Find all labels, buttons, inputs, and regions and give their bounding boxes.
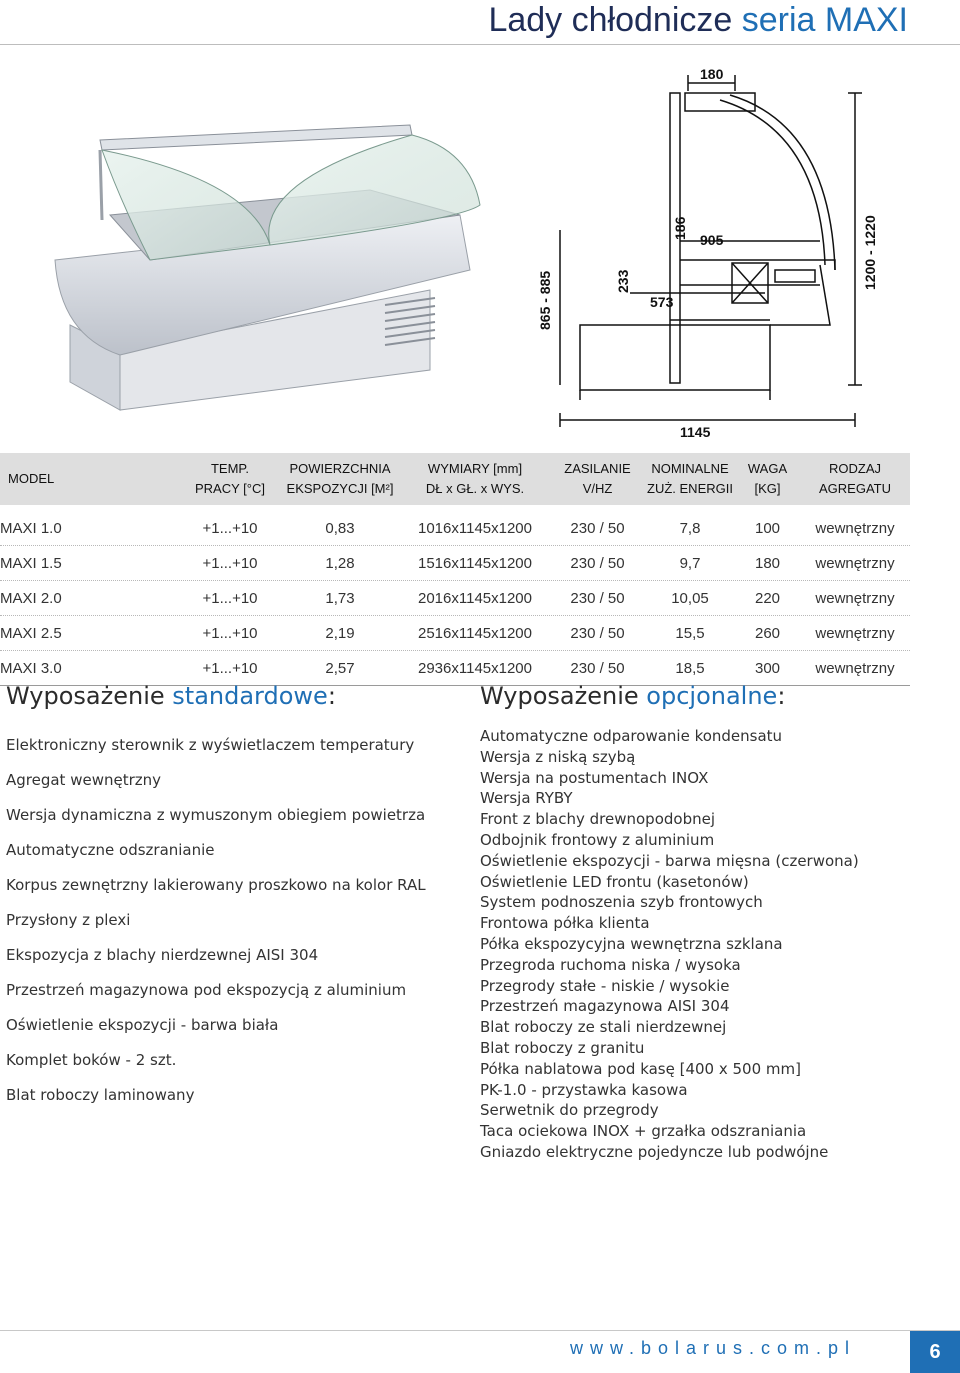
- title-highlight: seria MAXI: [741, 1, 908, 39]
- list-item: Oświetlenie ekspozycji - barwa biała: [6, 1016, 279, 1034]
- list-item: System podnoszenia szyb frontowych: [480, 893, 763, 912]
- spec-table-header: [0, 453, 910, 505]
- header-model: MODEL: [8, 471, 55, 486]
- header-unit-type: RODZAJ AGREGATU: [819, 461, 891, 496]
- standard-list: [6, 728, 466, 1113]
- list-item: Frontowa półka klienta: [480, 914, 650, 933]
- list-item: Ekspozycja z blachy nierdzewnej AISI 304: [6, 946, 319, 964]
- dim-top-label: 180: [700, 66, 724, 82]
- list-item: Agregat wewnętrzny: [6, 771, 162, 789]
- website-link[interactable]: www.bolarus.com.pl: [570, 1338, 857, 1358]
- header-dimensions: WYMIARY [mm] DŁ x GŁ. x WYS.: [425, 461, 525, 496]
- footer-divider: [0, 1330, 960, 1331]
- list-item: Korpus zewnętrzny lakierowany proszkowo na kolor RAL: [6, 876, 426, 894]
- standard-title: Wyposażenie standardowe:: [6, 682, 336, 710]
- list-item: Komplet boków - 2 szt.: [6, 1051, 177, 1069]
- standard-equipment: [6, 676, 466, 1113]
- header-temp: TEMP. PRACY [°C]: [195, 461, 265, 496]
- header-area: POWIERZCHNIA EKSPOZYCJI [M²]: [286, 461, 394, 496]
- dim-depth-label: 1145: [680, 424, 711, 440]
- dim-186-label: 186: [672, 216, 688, 240]
- technical-drawing: [520, 55, 900, 440]
- dim-573-label: 573: [650, 294, 674, 310]
- list-item: Przestrzeń magazynowa AISI 304: [480, 997, 730, 1016]
- list-item: Blat roboczy z granitu: [480, 1038, 645, 1057]
- list-item: Serwetnik do przegrody: [480, 1101, 659, 1120]
- dim-905-label: 905: [700, 232, 724, 248]
- dim-total-height-label: 1200 - 1220: [862, 215, 878, 290]
- list-item: Elektroniczny sterownik z wyświetlaczem temperatury: [6, 736, 415, 754]
- list-item: Blat roboczy laminowany: [6, 1086, 195, 1104]
- list-item: Oświetlenie ekspozycji - barwa mięsna (czerwona): [480, 851, 859, 870]
- list-item: Przegroda ruchoma niska / wysoka: [480, 955, 741, 974]
- list-item: Gniazdo elektryczne pojedyncze lub podwójne: [480, 1142, 829, 1161]
- list-item: Wersja dynamiczna z wymuszonym obiegiem powietrza: [6, 806, 426, 824]
- list-item: Półka nablatowa pod kasę [400 x 500 mm]: [480, 1059, 801, 1078]
- title-main: Lady chłodnicze: [488, 1, 742, 39]
- table-row: MAXI 2.0 +1...+10 1,73 2016x1145x1200 230 / 50 10,05 220 wewnętrzny: [0, 581, 910, 616]
- list-item: Wersja z niską szybą: [480, 747, 636, 766]
- list-item: Front z blachy drewnopodobnej: [480, 810, 715, 829]
- header-weight: WAGA [KG]: [747, 461, 788, 496]
- table-row: MAXI 2.5 +1...+10 2,19 2516x1145x1200 230 / 50 15,5 260 wewnętrzny: [0, 616, 910, 651]
- list-item: Przestrzeń magazynowa pod ekspozycją z aluminium: [6, 981, 407, 999]
- list-item: Automatyczne odszranianie: [6, 841, 215, 859]
- optional-title: Wyposażenie opcjonalne:: [480, 682, 786, 710]
- list-item: Blat roboczy ze stali nierdzewnej: [480, 1018, 727, 1037]
- list-item: Przegrody stałe - niskie / wysokie: [480, 976, 730, 995]
- title-divider: [0, 44, 960, 45]
- list-item: Automatyczne odparowanie kondensatu: [480, 727, 783, 745]
- table-row: MAXI 1.0 +1...+10 0,83 1016x1145x1200 230 / 50 7,8 100 wewnętrzny: [0, 511, 910, 546]
- spec-table: [0, 453, 910, 686]
- list-item: Oświetlenie LED frontu (kasetonów): [480, 872, 749, 891]
- header-energy: NOMINALNE ZUŻ. ENERGII: [647, 461, 733, 496]
- list-item: Przysłony z plexi: [6, 911, 131, 929]
- list-item: Półka ekspozycyjna wewnętrzna szklana: [480, 934, 783, 953]
- optional-equipment: [480, 676, 920, 1163]
- page-number: 6: [910, 1331, 960, 1373]
- table-row: MAXI 1.5 +1...+10 1,28 1516x1145x1200 230 / 50 9,7 180 wewnętrzny: [0, 546, 910, 581]
- table-row: MAXI 3.0 +1...+10 2,57 2936x1145x1200 230 / 50 18,5 300 wewnętrzny: [0, 651, 910, 686]
- header-power: ZASILANIE V/HZ: [564, 461, 631, 496]
- spec-table-body: [0, 511, 910, 686]
- optional-list: [480, 726, 920, 1163]
- dim-233-label: 233: [615, 269, 631, 293]
- list-item: Taca ociekowa INOX + grzałka odszraniania: [480, 1122, 807, 1141]
- dim-height-label: 865 - 885: [537, 270, 553, 330]
- product-photo: [40, 120, 500, 420]
- list-item: Odbojnik frontowy z aluminium: [480, 830, 715, 849]
- list-item: Wersja na postumentach INOX: [480, 768, 709, 787]
- list-item: Wersja RYBY: [480, 789, 573, 808]
- list-item: PK-1.0 - przystawka kasowa: [480, 1080, 688, 1099]
- page-title: [488, 0, 908, 40]
